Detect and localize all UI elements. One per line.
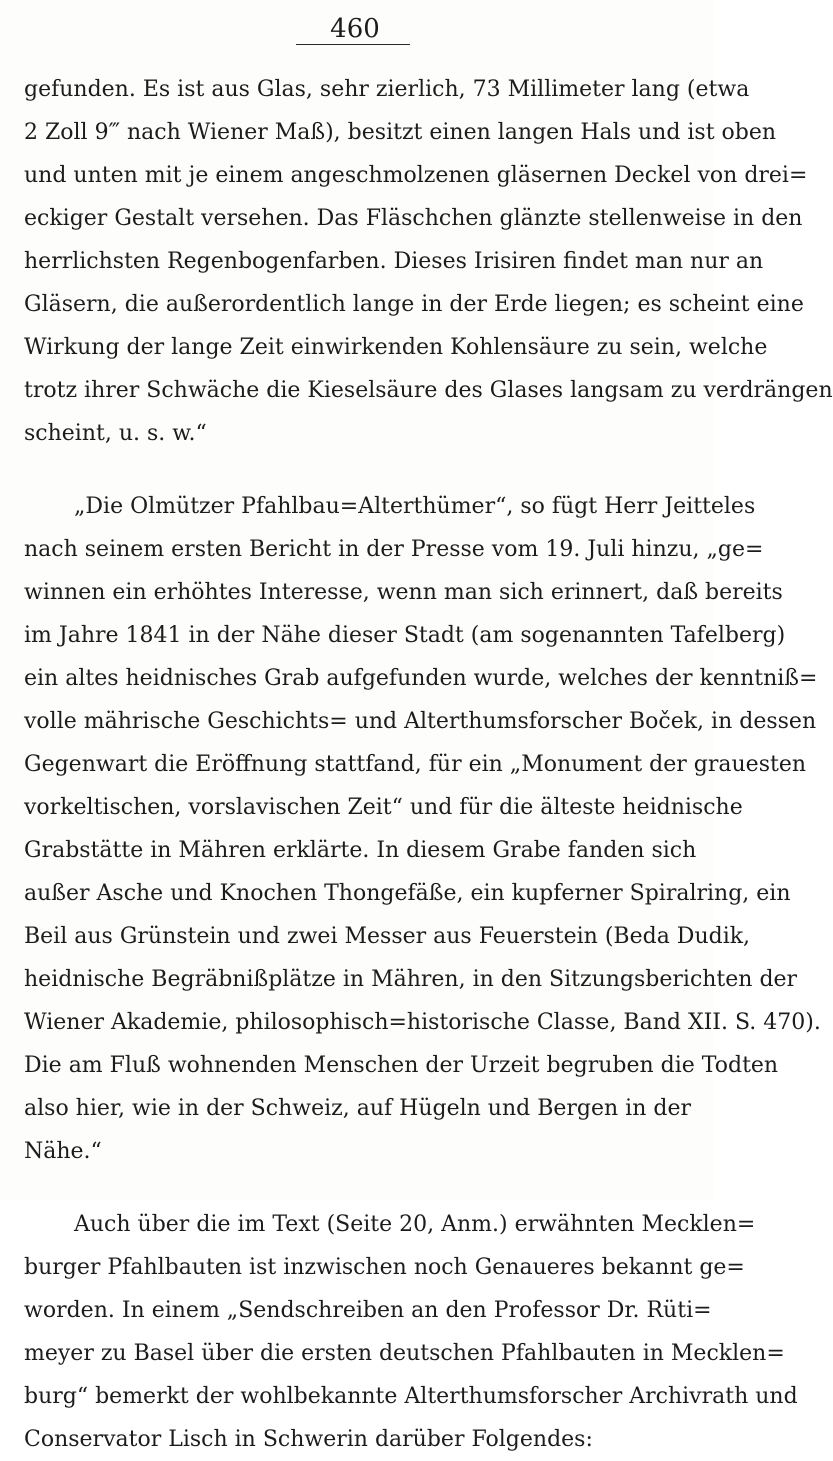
text-line: Die am Fluß wohnenden Menschen der Urzeit begruben die Todten (24, 1053, 779, 1078)
text-line: burg“ bemerkt der wohlbekannte Alterthumsforscher Archivrath und (24, 1384, 798, 1409)
text-line: heidnische Begräbnißplätze in Mähren, in den Sitzungsberichten der (24, 967, 798, 992)
text-line: also hier, wie in der Schweiz, auf Hügeln und Bergen in der (24, 1096, 691, 1121)
text-line: Conservator Lisch in Schwerin darüber Folgendes: (24, 1427, 593, 1452)
text-line: Wirkung der lange Zeit einwirkenden Kohlensäure zu sein, welche (24, 335, 768, 360)
text-line: 2 Zoll 9‴ nach Wiener Maß), besitzt einen langen Hals und ist oben (24, 120, 777, 145)
text-line: ein altes heidnisches Grab aufgefunden wurde, welches der kenntniß= (24, 666, 818, 691)
paragraph-gap (24, 1173, 688, 1203)
paragraph (24, 485, 821, 1173)
text-line: Auch über die im Text (Seite 20, Anm.) erwähnten Mecklen= (74, 1212, 756, 1237)
text-line: Beil aus Grünstein und zwei Messer aus Feuerstein (Beda Dudik, (24, 924, 751, 949)
text-line: „Die Olmützer Pfahlbau=Alterthümer“, so fügt Herr Jeitteles (74, 494, 756, 519)
text-line: im Jahre 1841 in der Nähe dieser Stadt (am sogenannten Tafelberg) (24, 623, 786, 648)
page-number: 460 (330, 14, 380, 44)
header-rule (296, 44, 410, 45)
text-line: gefunden. Es ist aus Glas, sehr zierlich, 73 Millimeter lang (etwa (24, 77, 750, 102)
text-line: nach seinem ersten Bericht in der Presse vom 19. Juli hinzu, „ge= (24, 537, 764, 562)
paragraph (24, 1203, 798, 1461)
text-line: vorkeltischen, vorslavischen Zeit“ und für die älteste heidnische (24, 795, 743, 820)
paragraph-gap (24, 455, 688, 485)
text-line: worden. In einem „Sendschreiben an den Professor Dr. Rüti= (24, 1298, 712, 1323)
text-line: außer Asche und Knochen Thongefäße, ein kupferner Spiralring, ein (24, 881, 791, 906)
text-line: Gegenwart die Eröffnung stattfand, für ein „Monument der grauesten (24, 752, 807, 777)
text-line: Gläsern, die außerordentlich lange in der Erde liegen; es scheint eine (24, 292, 804, 317)
text-line: Wiener Akademie, philosophisch=historische Classe, Band XII. S. 470). (24, 1010, 821, 1035)
body-text (24, 68, 833, 1461)
text-line: burger Pfahlbauten ist inzwischen noch Genaueres bekannt ge= (24, 1255, 745, 1280)
text-line: herrlichsten Regenbogenfarben. Dieses Irisiren findet man nur an (24, 249, 764, 274)
text-line: eckiger Gestalt versehen. Das Fläschchen glänzte stellenweise in den (24, 206, 803, 231)
text-line: scheint, u. s. w.“ (24, 421, 207, 446)
text-line: Grabstätte in Mähren erklärte. In diesem Grabe fanden sich (24, 838, 697, 863)
text-line: meyer zu Basel über die ersten deutschen Pfahlbauten in Mecklen= (24, 1341, 785, 1366)
text-line: trotz ihrer Schwäche die Kieselsäure des Glases langsam zu verdrängen (24, 378, 833, 403)
text-line: volle mährische Geschichts= und Alterthumsforscher Boček, in dessen (24, 709, 817, 734)
text-line: Nähe.“ (24, 1139, 102, 1164)
text-line: und unten mit je einem angeschmolzenen gläsernen Deckel von drei= (24, 163, 808, 188)
text-line: winnen ein erhöhtes Interesse, wenn man sich erinnert, daß bereits (24, 580, 783, 605)
paragraph (24, 68, 833, 455)
